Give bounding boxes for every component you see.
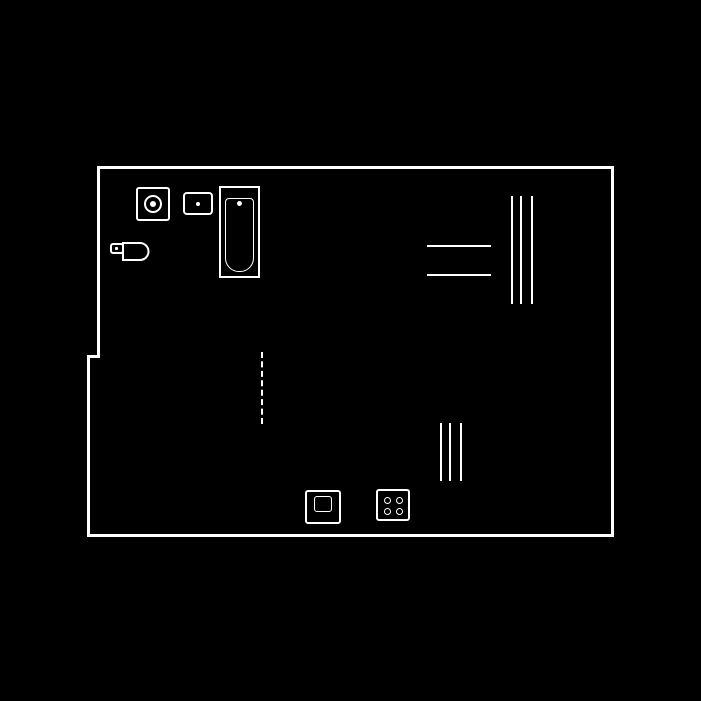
window-pane-line <box>460 423 462 481</box>
outer-wall-right <box>611 166 614 537</box>
window-pane-line <box>520 196 522 304</box>
washing-machine[interactable] <box>136 187 170 221</box>
counter-line-upper <box>427 245 491 247</box>
window-pane-line <box>449 423 451 481</box>
bathtub[interactable] <box>219 186 260 278</box>
toilet[interactable] <box>110 240 150 264</box>
bathtub-basin <box>225 198 254 272</box>
window-upper-right <box>511 196 535 304</box>
cooktop[interactable] <box>376 489 410 521</box>
window-pane-line <box>531 196 533 304</box>
bathtub-tap-icon <box>237 201 242 206</box>
cooktop-burner-icon <box>384 497 391 504</box>
window-lower-right <box>440 423 464 481</box>
window-pane-line <box>440 423 442 481</box>
room-divider-dashed <box>261 352 263 424</box>
counter-line-lower <box>427 274 491 276</box>
outer-wall-top <box>97 166 614 169</box>
outer-wall-left-upper <box>97 166 100 357</box>
window-pane-line <box>511 196 513 304</box>
toilet-icon <box>110 240 150 264</box>
sink-basin[interactable] <box>183 192 213 215</box>
cooktop-burner-icon <box>396 508 403 515</box>
bed-or-sofa-inner <box>314 496 332 512</box>
washing-machine-drum-inner <box>150 201 156 207</box>
sink-drain-icon <box>196 202 200 206</box>
bed-or-sofa[interactable] <box>305 490 341 524</box>
cooktop-burner-icon <box>384 508 391 515</box>
outer-wall-left-lower <box>87 355 90 537</box>
cooktop-burner-icon <box>396 497 403 504</box>
outer-wall-bottom <box>87 534 614 537</box>
